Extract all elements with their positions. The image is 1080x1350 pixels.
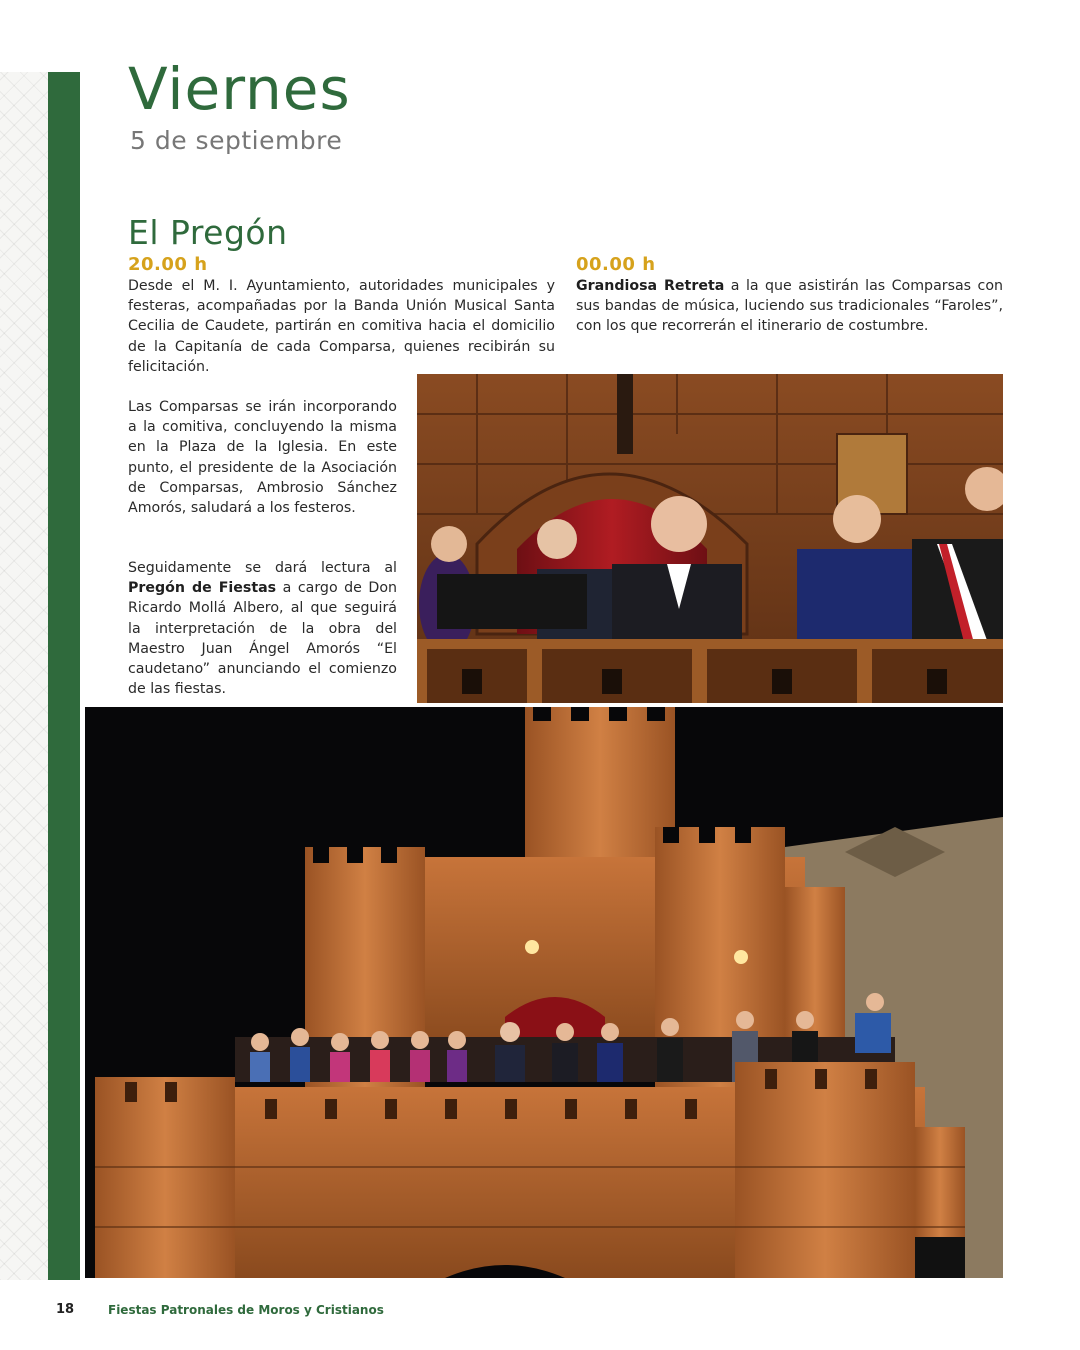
left-paragraph-2: Las Comparsas se irán incorporando a la comitiva, concluyendo la misma en la Plaza de la Iglesia. En este punto, el presidente de la Asociación de Comparsas, Ambrosio Sánchez Amorós, saludará a los festeros.	[128, 399, 397, 517]
sidebar-green-bar	[48, 72, 119, 1280]
left-paragraph-3	[128, 558, 397, 699]
photo-castle-night	[85, 707, 1003, 1278]
left-paragraph-1: Desde el M. I. Ayuntamiento, autoridades municipales y festeras, acompañadas por la Banda Unión Musical Santa Cecilia de Caudete, partirán en comitiva hacia el domicilio de la Capitanía de cada Comparsa, quienes recibirán su felicitación.	[128, 278, 555, 375]
right-bold-text: Grandiosa Retreta	[576, 278, 725, 294]
section-title: El Pregón	[128, 213, 288, 252]
page-number: 18	[56, 1302, 75, 1317]
page-title: Viernes	[128, 55, 351, 123]
p3-bold-text: Pregón de Fiestas	[128, 580, 277, 597]
right-event-time: 00.00 h	[576, 254, 656, 275]
page-date: 5 de septiembre	[130, 126, 343, 155]
sidebar-label: CAUDETE 2025	[105, 159, 119, 257]
right-paragraph	[576, 276, 1003, 337]
p3-text-after: a cargo de Don Ricardo Mollá Albero, al que seguirá la interpretación de la obra del Maestro Juan Ángel Amorós “El caudetano” anunciando el comienzo de las fiestas.	[128, 580, 397, 698]
right-text: a la que asistirán las Comparsas con sus bandas de música, luciendo sus tradicionales “Faroles”, con los que recorrerán el itinerario de costumbre.	[576, 278, 1004, 335]
left-event-time: 20.00 h	[128, 254, 208, 275]
p3-text-before: Seguidamente se dará lectura al	[128, 560, 397, 576]
decorative-pattern-strip	[0, 72, 48, 1280]
footer-publication-title: Fiestas Patronales de Moros y Cristianos	[108, 1303, 384, 1317]
photo-officials-balcony	[417, 374, 1003, 703]
